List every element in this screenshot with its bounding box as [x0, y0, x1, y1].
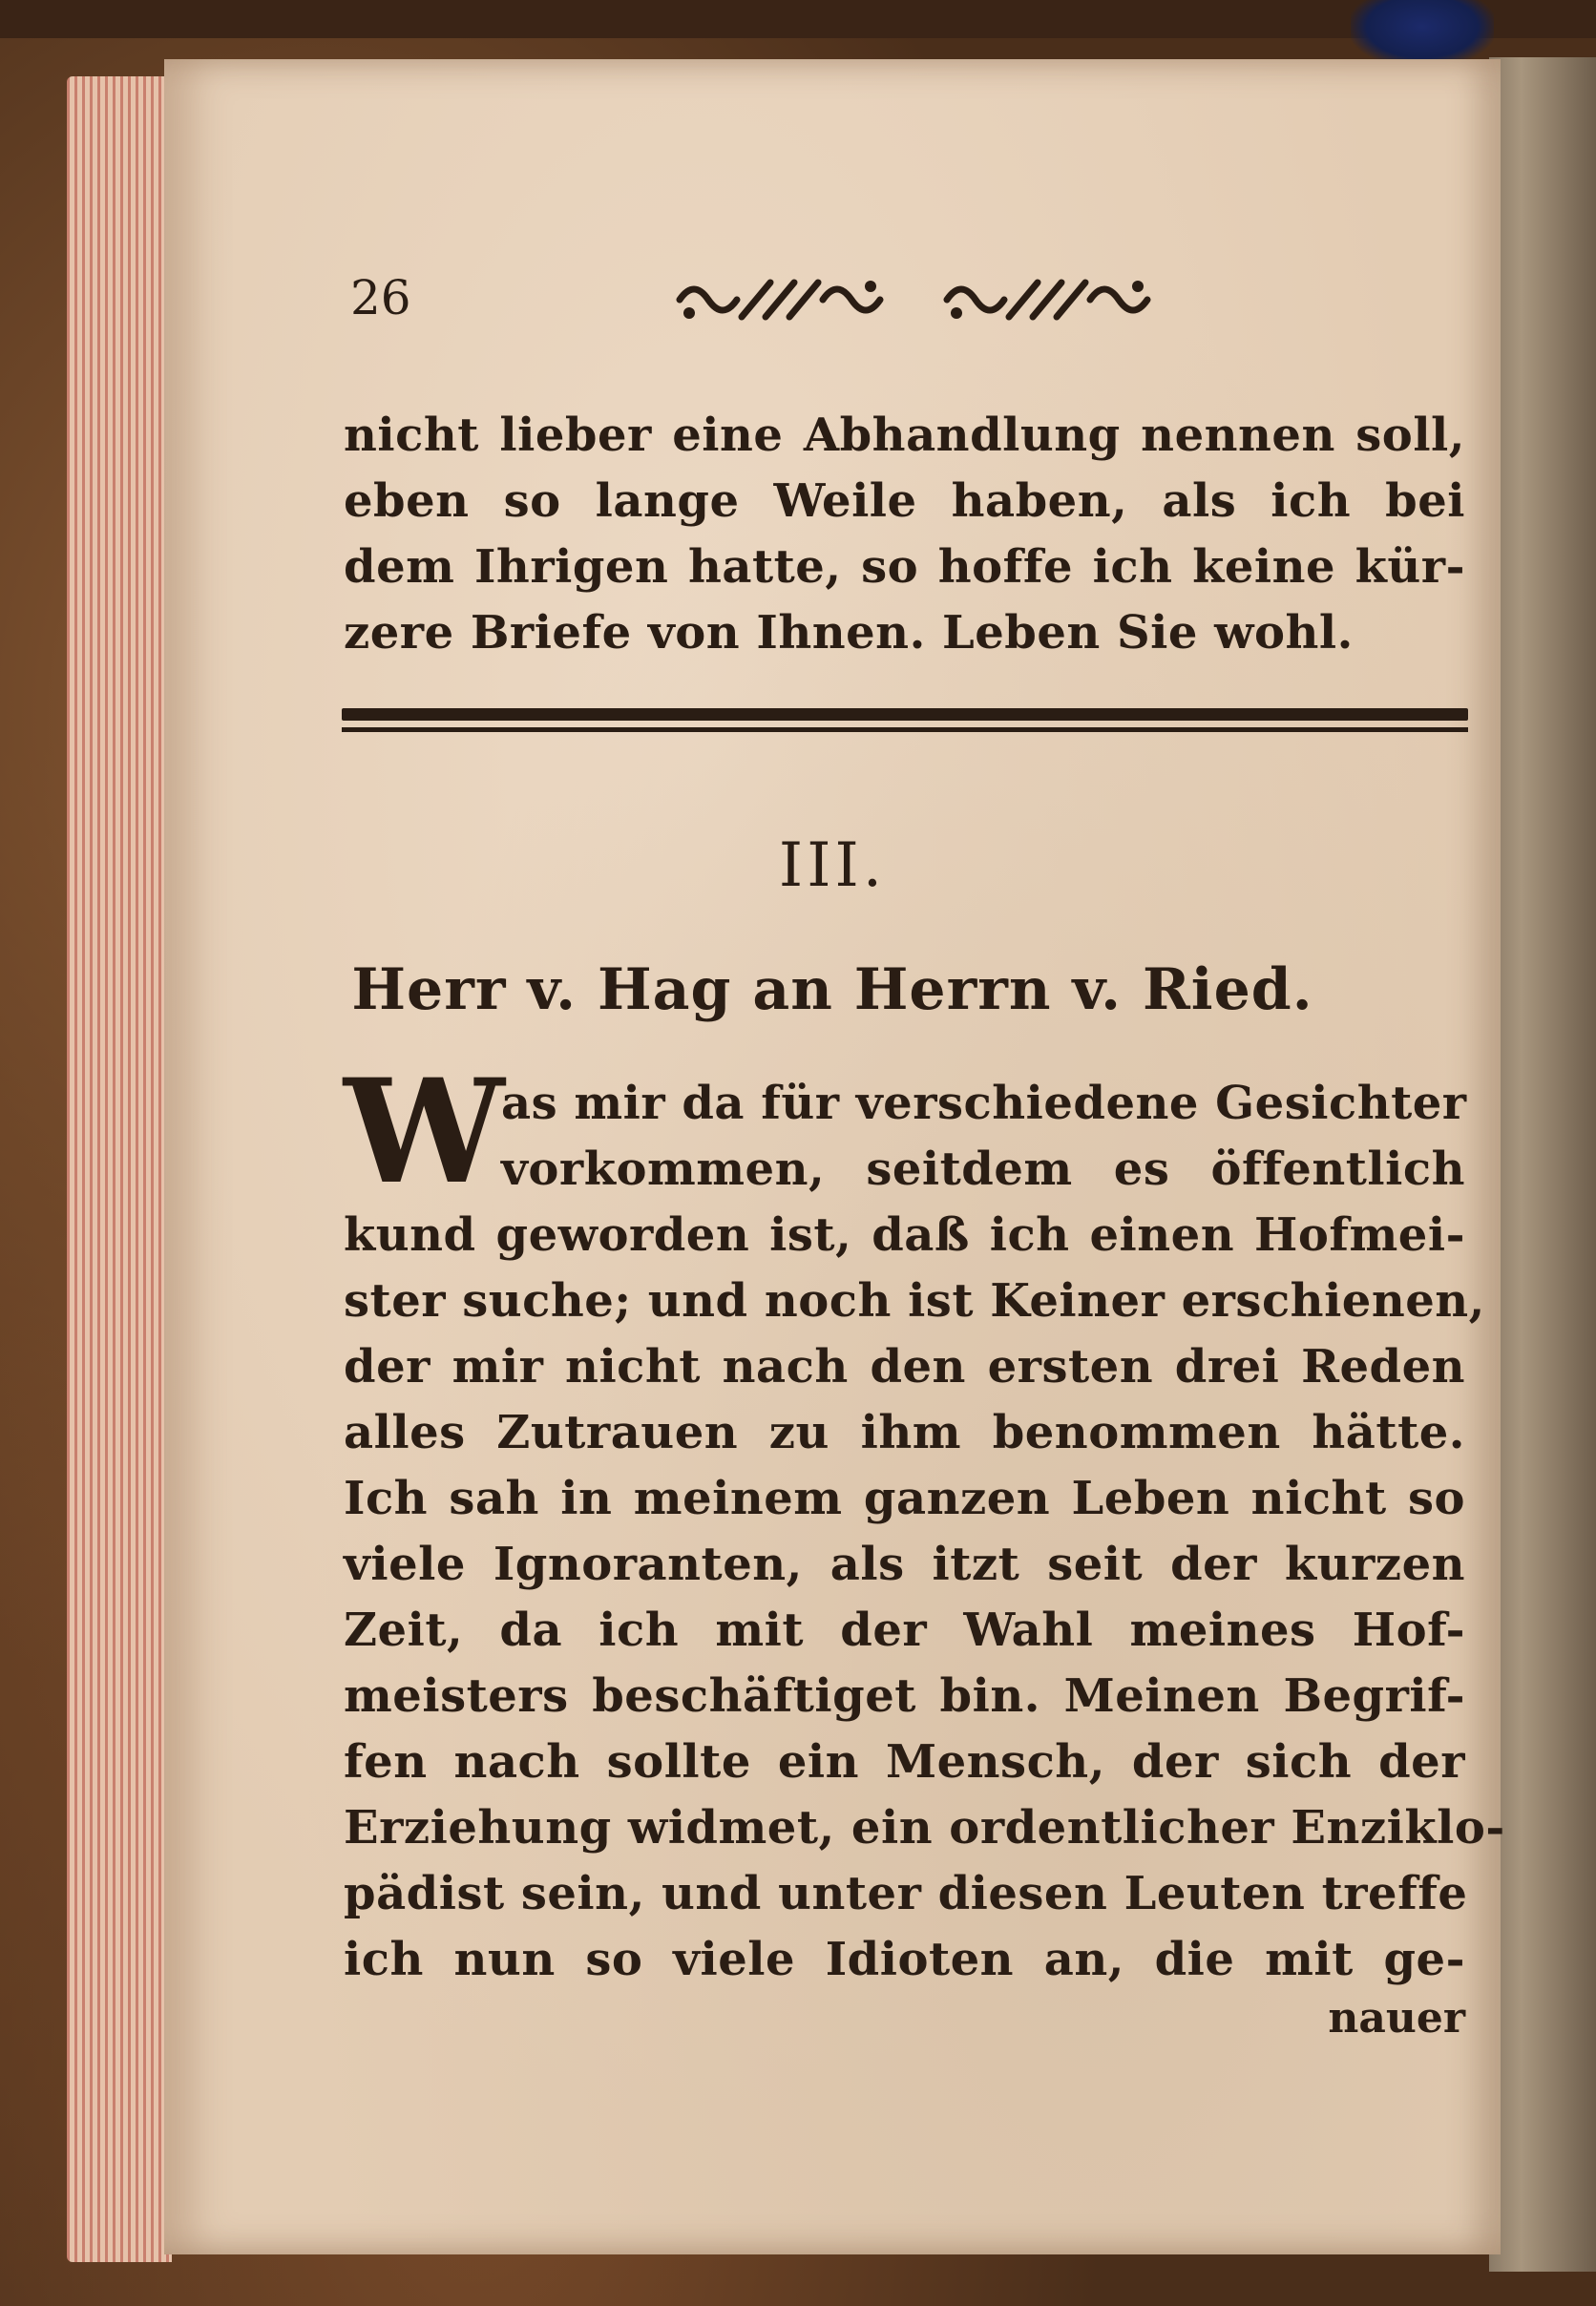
- ornament-vignette-left-icon: [670, 271, 890, 328]
- text-line: viele Ignoranten, als itzt seit der kurzen: [344, 1538, 1465, 1591]
- text-line: pädist sein, und unter diesen Leuten treffe: [344, 1867, 1468, 1920]
- text-line: as mir da für verschiedene Gesichter: [501, 1077, 1467, 1130]
- header-ornaments: [670, 271, 1205, 328]
- drop-cap: W: [344, 1048, 505, 1216]
- text-line: kund geworden ist, daß ich einen Hofmei-: [344, 1208, 1465, 1262]
- running-header: [164, 260, 1501, 336]
- page-number: 26: [350, 270, 411, 325]
- letter-heading: Herr v. Hag an Herrn v. Ried.: [351, 956, 1313, 1023]
- text-line: nicht lieber eine Abhandlung nennen soll,: [344, 409, 1465, 462]
- text-line: alles Zutrauen zu ihm benommen hätte.: [344, 1406, 1465, 1459]
- section-numeral: III.: [778, 830, 887, 901]
- text-line: Zeit, da ich mit der Wahl meines Hof-: [344, 1604, 1465, 1657]
- text-line: meisters beschäftiget bin. Meinen Begrif-: [344, 1669, 1465, 1723]
- catchword: nauer: [1328, 1994, 1465, 2043]
- ornament-vignette-right-icon: [937, 271, 1157, 328]
- text-line: vorkommen, seitdem es öffentlich: [501, 1143, 1465, 1196]
- text-line: der mir nicht nach den ersten drei Reden: [344, 1340, 1465, 1394]
- double-rule-divider: [342, 708, 1468, 737]
- book-page: [164, 59, 1505, 2254]
- text-line: ster suche; und noch ist Keiner erschienen,: [344, 1274, 1485, 1328]
- text-line: Erziehung widmet, ein ordentlicher Enziklo-: [344, 1801, 1505, 1855]
- text-line: eben so lange Weile haben, als ich bei: [344, 474, 1465, 528]
- facing-page-edge: [1489, 57, 1596, 2272]
- ribbon-bookmark-icon: [1351, 0, 1494, 67]
- text-line: dem Ihrigen hatte, so hoffe ich keine kür-: [344, 540, 1465, 594]
- page-edges: [67, 76, 172, 2262]
- letter-body: [344, 1048, 1505, 1993]
- previous-letter-ending: [344, 403, 1465, 666]
- text-line: fen nach sollte ein Mensch, der sich der: [344, 1735, 1465, 1789]
- text-line: zere Briefe von Ihnen. Leben Sie wohl.: [344, 606, 1354, 660]
- text-line: ich nun so viele Idioten an, die mit ge-: [344, 1933, 1465, 1986]
- text-line: Ich sah in meinem ganzen Leben nicht so: [344, 1472, 1465, 1525]
